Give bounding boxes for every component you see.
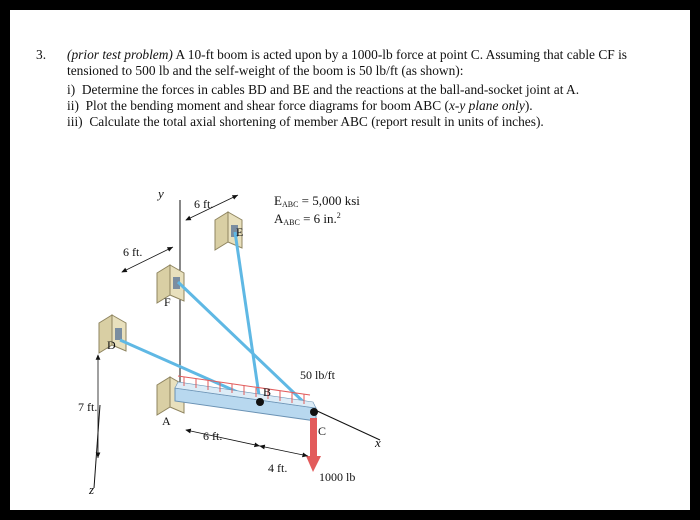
subproblem-2-text-end: ). [524,98,533,113]
point-label-D: D [107,338,116,352]
property-A: AABC = 6 in.$^2$ [274,211,341,227]
subproblem-3 [67,114,677,130]
dim-label-boom-4ft: 4 ft. [268,461,288,475]
dim-boom-4ft [260,446,308,456]
problem-body [67,47,677,129]
document-page [10,10,690,510]
problem-intro-italic: (prior test problem) [67,47,173,62]
joint-B [256,398,264,406]
distributed-load-label: 50 lb/ft [300,368,335,382]
problem-number: 3. [36,47,47,62]
point-load-label: 1000 lb [319,470,356,484]
boom-figure [66,170,396,500]
subproblem-2-text: Plot the bending moment and shear force diagrams for boom ABC ( [85,98,449,113]
axis-label-z: z [89,482,95,497]
cable-BE [235,232,260,402]
dim-label-boom-6ft: 6 ft. [203,429,223,443]
point-label-E: E [236,225,244,239]
dim-label-left-6ft: 6 ft. [123,245,143,259]
subproblem-3-text: Calculate the total axial shortening of member ABC (report result in units of inches). [89,114,544,129]
dim-label-7ft: 7 ft. [78,400,98,414]
z-axis-line [94,405,100,488]
axis-label-x: x [375,435,381,450]
dim-boom-6ft [186,430,260,446]
subproblem-2-label: ii) [67,98,79,113]
subproblem-1-text: Determine the forces in cables BD and BE and the reactions at the ball-and-socket joint at A. [81,82,580,97]
axis-label-y: y [158,186,164,201]
point-label-B: B [263,385,272,399]
subproblem-3-label: iii) [67,114,83,129]
dim-label-top-6ft: 6 ft. [194,197,214,211]
problem-intro-text: A 10-ft boom is acted upon by a 1000-lb force at point C. Assuming that cable CF is tensioned to 500 lb and the self-weight of the boom is 50 lb/ft (as shown): [67,47,628,78]
subproblem-1-label: i) [67,82,76,97]
point-label-F: F [164,295,171,309]
problem-intro [67,47,677,79]
property-E: EABC = 5,000 ksi [274,193,360,209]
point-label-C: C [318,424,327,438]
joint-C [310,408,318,416]
subproblem-1 [67,82,677,98]
subproblem-2 [67,98,677,114]
subproblem-2-italic: x-y plane only [448,98,525,113]
point-label-A: A [162,414,171,428]
